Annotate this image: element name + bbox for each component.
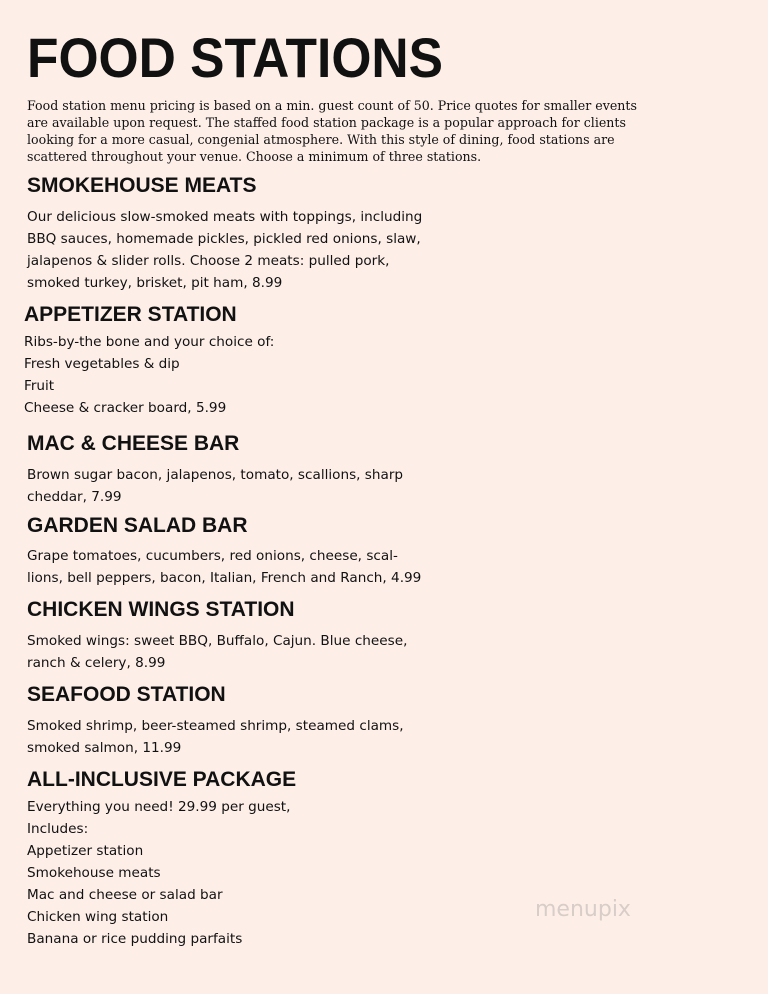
section-body-all-inclusive-package <box>27 796 290 950</box>
menu-line: BBQ sauces, homemade pickles, pickled red onions, slaw, <box>27 231 421 247</box>
menu-line: jalapenos & slider rolls. Choose 2 meats: pulled pork, <box>27 253 390 269</box>
intro-paragraph <box>27 97 747 165</box>
section-body-chicken-wings-station <box>27 630 407 674</box>
menu-line: Smoked shrimp, beer-steamed shrimp, steamed clams, <box>27 718 404 734</box>
menu-line: Cheese & cracker board, 5.99 <box>24 400 227 416</box>
section-body-seafood-station <box>27 715 404 759</box>
menu-line: Brown sugar bacon, jalapenos, tomato, scallions, sharp <box>27 467 404 483</box>
intro-line: are available upon request. The staffed food station package is a popular approach for clients <box>27 115 626 130</box>
menu-line: Everything you need! 29.99 per guest, <box>27 799 291 815</box>
section-title-appetizer-station: APPETIZER STATION <box>24 303 237 326</box>
menu-line: Fruit <box>24 378 55 394</box>
menu-line: Fresh vegetables & dip <box>24 356 180 372</box>
section-title-chicken-wings-station: CHICKEN WINGS STATION <box>27 598 295 621</box>
section-body-smokehouse-meats <box>27 206 422 294</box>
intro-line: scattered throughout your venue. Choose a minimum of three stations. <box>27 149 482 164</box>
menu-line: ranch & celery, 8.99 <box>27 655 166 671</box>
section-title-seafood-station: SEAFOOD STATION <box>27 683 226 706</box>
section-title-mac-cheese-bar: MAC & CHEESE BAR <box>27 432 240 455</box>
menupix-watermark: menupix <box>535 897 631 922</box>
menu-line: Smokehouse meats <box>27 865 161 881</box>
menu-line: Smoked wings: sweet BBQ, Buffalo, Cajun. Blue cheese, <box>27 633 408 649</box>
menu-line: cheddar, 7.99 <box>27 489 122 505</box>
menu-line: Includes: <box>27 821 89 837</box>
section-title-smokehouse-meats: SMOKEHOUSE MEATS <box>27 174 257 197</box>
menu-line: Banana or rice pudding parfaits <box>27 931 243 947</box>
menu-line: smoked salmon, 11.99 <box>27 740 182 756</box>
intro-line: Food station menu pricing is based on a min. guest count of 50. Price quotes for smaller events <box>27 98 637 113</box>
menu-line: Chicken wing station <box>27 909 169 925</box>
section-title-all-inclusive-package: ALL-INCLUSIVE PACKAGE <box>27 768 297 791</box>
section-title-garden-salad-bar: GARDEN SALAD BAR <box>27 514 248 537</box>
menu-line: smoked turkey, brisket, pit ham, 8.99 <box>27 275 283 291</box>
section-body-mac-cheese-bar <box>27 464 403 508</box>
section-body-garden-salad-bar <box>27 545 421 589</box>
page-title: FOOD STATIONS <box>27 26 443 89</box>
menu-line: lions, bell peppers, bacon, Italian, French and Ranch, 4.99 <box>27 570 422 586</box>
menu-line: Ribs-by-the bone and your choice of: <box>24 334 275 350</box>
section-body-appetizer-station <box>24 331 274 419</box>
menu-line: Appetizer station <box>27 843 144 859</box>
menu-line: Mac and cheese or salad bar <box>27 887 223 903</box>
menu-line: Grape tomatoes, cucumbers, red onions, cheese, scal- <box>27 548 398 564</box>
menu-line: Our delicious slow-smoked meats with toppings, including <box>27 209 423 225</box>
intro-line: looking for a more casual, congenial atmosphere. With this style of dining, food stations are <box>27 132 615 147</box>
